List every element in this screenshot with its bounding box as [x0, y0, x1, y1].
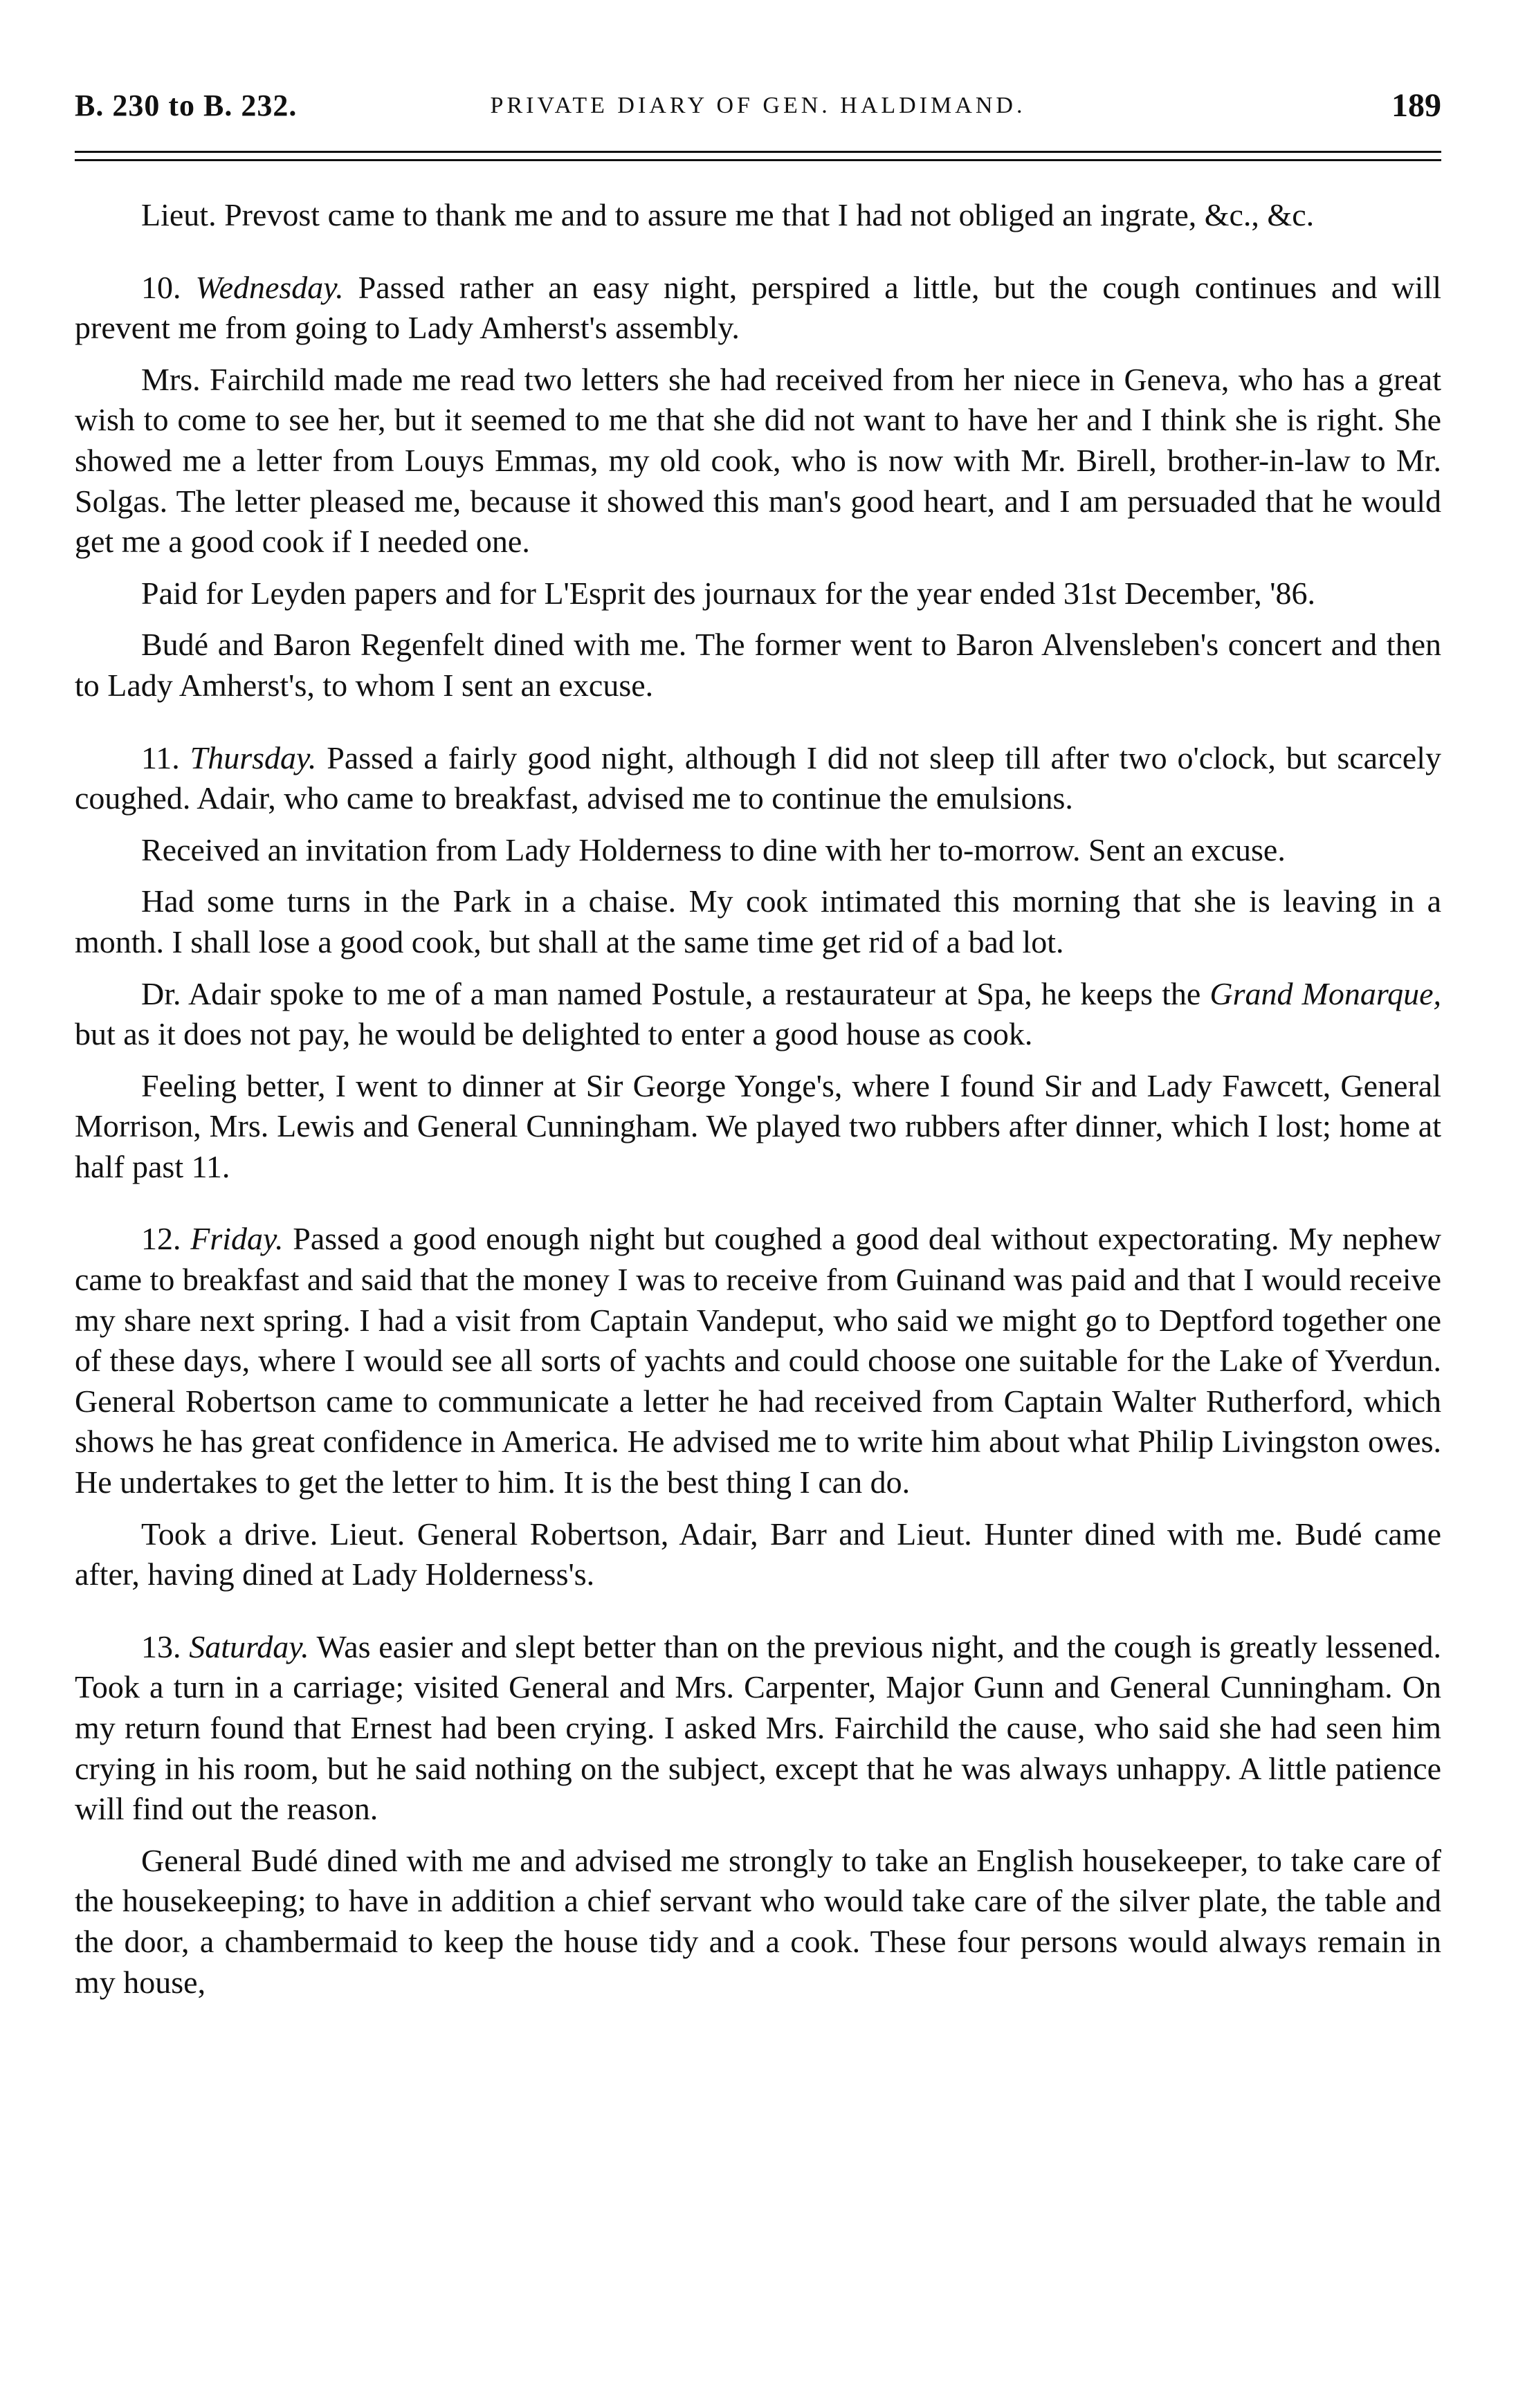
entry-day: Wednesday.: [195, 269, 344, 305]
paragraph-text: Feeling better, I went to dinner at Sir George Yonge's, where I found Sir and Lady Fawcett, General Morrison, Mrs. Lewis and General Cunningham. We played two rubbers after dinner, which I lost; home at half past 11.: [75, 1067, 1441, 1184]
paragraph-text: Dr. Adair spoke to me of a man named Postule, a restaurateur at Spa, he keeps the: [141, 975, 1201, 1011]
diary-entry-10: [75, 268, 1441, 349]
running-title: PRIVATE DIARY OF GEN. HALDIMAND.: [490, 93, 1026, 118]
paragraph: [75, 830, 1441, 871]
paragraph-text: Had some turns in the Park in a chaise. My cook intimated this morning that she is leaving in a month. I shall lose a good cook, but shall at the same time get rid of a bad lot.: [75, 883, 1441, 959]
running-header: [75, 82, 1441, 130]
paragraph: [75, 360, 1441, 562]
paragraph-text: Budé and Baron Regenfelt dined with me. The former went to Baron Alvensleben's concert and then to Lady Amherst's, to whom I sent an excuse.: [75, 627, 1441, 703]
entry-date: 13.: [141, 1628, 181, 1664]
paragraph-text: Paid for Leyden papers and for L'Esprit des journaux for the year ended 31st December, '86.: [141, 575, 1315, 611]
paragraph-text: Received an invitation from Lady Holderness to dine with her to-morrow. Sent an excuse.: [141, 831, 1286, 867]
paragraph-text: but as it does not pay, he would be delighted to enter a good house as cook.: [75, 1016, 1033, 1052]
paragraph: [75, 573, 1441, 614]
paragraph: [75, 1066, 1441, 1188]
italic-name: Grand Monarque,: [1209, 975, 1441, 1011]
paragraph: [75, 881, 1441, 962]
entry-day: Saturday.: [189, 1628, 309, 1664]
paragraph-text: Lieut. Prevost came to thank me and to assure me that I had not obliged an ingrate, &c., &c.: [141, 197, 1315, 232]
entry-day: Thursday.: [190, 739, 317, 775]
page-number: 189: [1391, 87, 1441, 124]
paragraph-text: Was easier and slept better than on the previous night, and the cough is greatly lessened. Took a turn in a carriage; visited General and Mrs. Carpenter, Major Gunn and General Cunningham. On my return found that Ernest had been crying. I asked Mrs. Fairchild the cause, who said she had seen him crying in his room, but he said nothing on the subject, except that he was always unhappy. A little patience will find out the reason.: [75, 1628, 1442, 1827]
paragraph-text: Mrs. Fairchild made me read two letters she had received from her niece in Geneva, who has a great wish to come to see her, but it seemed to me that she did not want to have her and I think she is right. She showed me a letter from Louys Emmas, my old cook, who is now with Mr. Birell, brother-in-law to Mr. Solgas. The letter pleased me, because it showed this man's good heart, and I am persuaded that he would get me a good cook if I needed one.: [75, 361, 1441, 560]
diary-entry-12: [75, 1219, 1441, 1502]
paragraph: [75, 1514, 1441, 1595]
entry-day: Friday.: [190, 1221, 284, 1257]
entry-date: 10.: [141, 269, 181, 305]
diary-entry-13: [75, 1627, 1441, 1830]
entry-date: 11.: [141, 739, 180, 775]
diary-body: [75, 195, 1441, 2014]
paragraph: [75, 1841, 1441, 2003]
paragraph-text: General Budé dined with me and advised me strongly to take an English housekeeper, to take care of the housekeeping; to have in addition a chief servant who would take care of the silver plate, the table and the door, a chambermaid to keep the house tidy and a cook. These four persons would always remain in my house,: [75, 1842, 1441, 2000]
paragraph: [75, 195, 1441, 236]
diary-entry-11: [75, 738, 1441, 819]
paragraph-text: Passed a fairly good night, although I did not sleep till after two o'clock, but scarcely coughed. Adair, who came to breakfast, advised me to continue the emulsions.: [75, 739, 1442, 816]
header-rule: [75, 151, 1441, 161]
entry-date: 12.: [141, 1221, 181, 1257]
paragraph-text: Passed a good enough night but coughed a good deal without expectorating. My nephew came to breakfast and said that the money I was to receive from Guinand was paid and that I would receive my share next spring. I had a visit from Captain Vandeput, who said we might go to Deptford together one of these days, where I would see all sorts of yachts and could choose one suitable for the Lake of Yverdun. General Robertson came to communicate a letter he had received from Captain Walter Rutherford, which shows he has great confidence in America. He advised me to write him about what Philip Livingston owes. He undertakes to get the letter to him. It is the best thing I can do.: [75, 1221, 1441, 1500]
document-reference: B. 230 to B. 232.: [75, 89, 298, 122]
paragraph-text: Took a drive. Lieut. General Robertson, Adair, Barr and Lieut. Hunter dined with me. Budé came after, having dined at Lady Holderness's.: [75, 1516, 1441, 1592]
paragraph: [75, 974, 1441, 1055]
paragraph-text: Passed rather an easy night, perspired a little, but the cough continues and will prevent me from going to Lady Amherst's assembly.: [75, 269, 1441, 346]
paragraph: [75, 625, 1441, 706]
